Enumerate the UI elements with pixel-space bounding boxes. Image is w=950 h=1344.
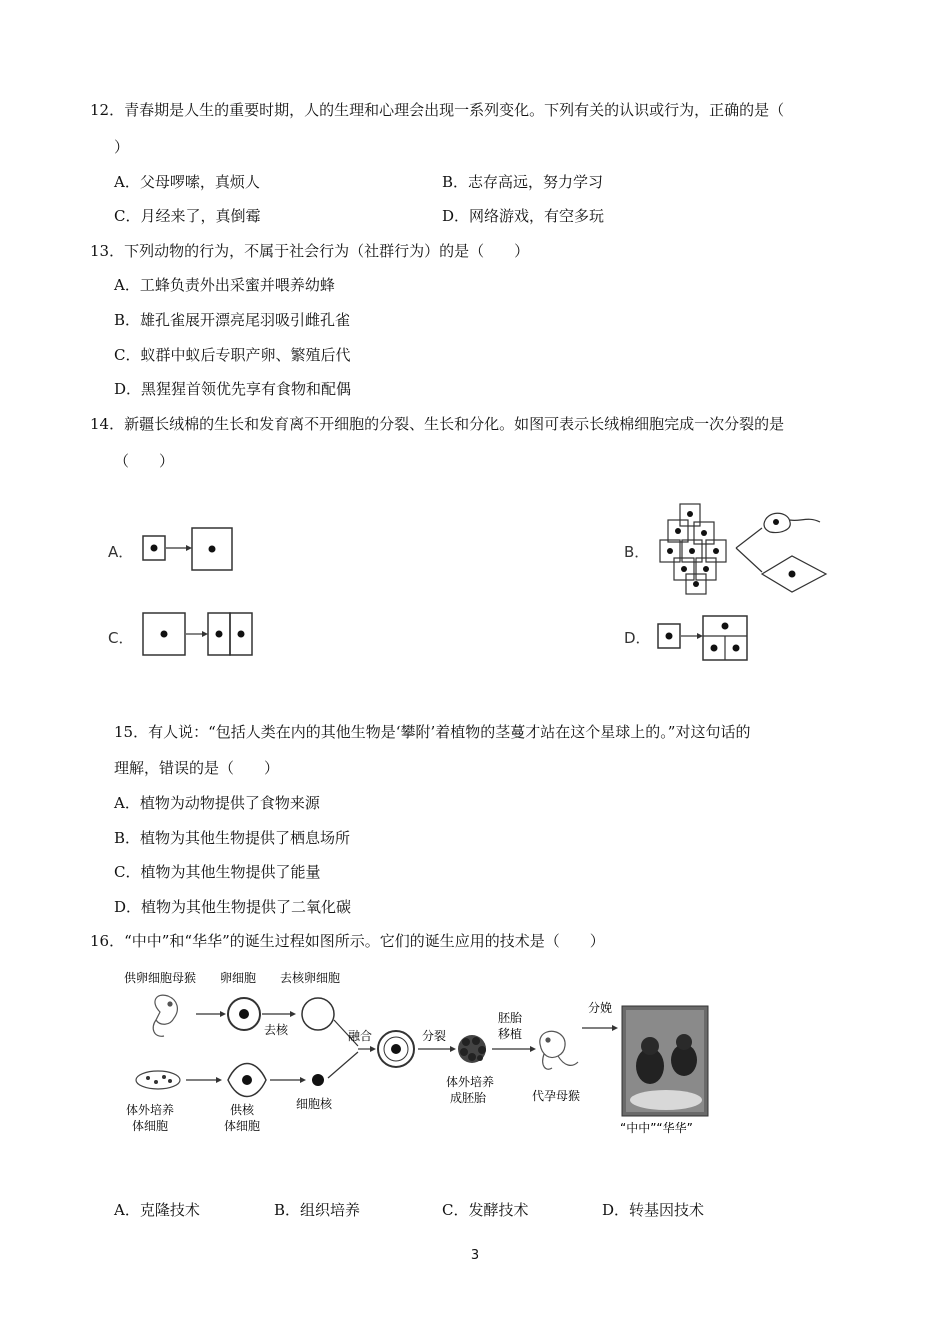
surrogate-monkey-icon — [540, 1031, 578, 1069]
q16-label-fusion: 融合 — [348, 1029, 373, 1043]
q13-option-a: A．工蜂负责外出采蜜并喂养幼蜂 — [114, 276, 335, 294]
q12-option-a: A．父母啰嗦，真烦人 — [114, 173, 260, 191]
q16-label-embryo-2: 成胚胎 — [450, 1091, 487, 1105]
q14-figure-label-b: B． — [624, 543, 650, 561]
q16-label-surrogate: 代孕母猴 — [532, 1089, 581, 1103]
q16-label-embryo-1: 体外培养 — [446, 1075, 495, 1089]
q16-label-divide: 分裂 — [422, 1029, 447, 1043]
q16-option-a: A．克隆技术 — [114, 1201, 200, 1219]
q16-label-donor-1: 供核 — [230, 1103, 255, 1117]
q14-figure-d — [655, 612, 755, 662]
q13-option-c: C．蚁群中蚁后专职产卵、繁殖后代 — [114, 346, 351, 364]
q12-option-b: B．志存高远，努力学习 — [442, 173, 604, 191]
q16-label-transfer-2: 移植 — [498, 1027, 523, 1041]
q12-stem: 12．青春期是人生的重要时期，人的生理和心理会出现一系列变化。下列有关的认识或行为，正确的是（ — [90, 101, 785, 119]
q14-figure-b — [650, 500, 835, 600]
q16-option-c: C．发酵技术 — [442, 1201, 529, 1219]
q14-figure-c — [140, 610, 260, 660]
q14-stem: 14．新疆长绒棉的生长和发育离不开细胞的分裂、生长和分化。如图可表示长绒棉细胞完成一次分裂的是 — [90, 415, 785, 433]
q12-option-c: C．月经来了，真倒霉 — [114, 207, 261, 225]
q13-option-b: B．雄孔雀展开漂亮尾羽吸引雌孔雀 — [114, 311, 351, 329]
q14-figure-a — [140, 525, 240, 575]
q16-label-nucleus: 细胞核 — [296, 1097, 333, 1111]
q15-option-b: B．植物为其他生物提供了栖息场所 — [114, 829, 351, 847]
q14-stem-end: （ ） — [114, 452, 175, 470]
q16-label-transfer-1: 胚胎 — [498, 1011, 523, 1025]
q16-label-names: “中中”“华华” — [620, 1121, 693, 1135]
q15-stem-end: 理解，错误的是（ ） — [114, 759, 280, 777]
q16-cloning-diagram — [120, 962, 740, 1152]
q12-stem-end: ） — [114, 138, 130, 156]
q16-option-d: D．转基因技术 — [602, 1201, 705, 1219]
page-number: 3 — [470, 1248, 480, 1263]
q13-option-d: D．黑猩猩首领优先享有食物和配偶 — [114, 380, 352, 398]
q14-figure-label-d: D． — [624, 629, 651, 647]
q15-option-d: D．植物为其他生物提供了二氧化碳 — [114, 898, 352, 916]
q14-figure-label-c: C． — [108, 629, 134, 647]
q16-label-culture-1: 体外培养 — [126, 1103, 175, 1117]
q16-label-enucleate: 去核 — [264, 1023, 289, 1037]
q15-option-a: A．植物为动物提供了食物来源 — [114, 794, 320, 812]
q16-label-culture-2: 体细胞 — [132, 1119, 169, 1133]
q16-stem: 16．“中中”和“华华”的诞生过程如图所示。它们的诞生应用的技术是（ ） — [90, 932, 605, 950]
q12-option-d: D．网络游戏，有空多玩 — [442, 207, 605, 225]
q16-label-birth: 分娩 — [588, 1001, 613, 1015]
embryo-icon — [458, 1035, 486, 1063]
q15-stem: 15．有人说：“包括人类在内的其他生物是‘攀附’着植物的茎蔓才站在这个星球上的。”对这句话的 — [114, 723, 751, 741]
q16-label-egg-cell: 卵细胞 — [220, 971, 257, 985]
donor-monkey-icon — [153, 995, 177, 1036]
q15-option-c: C．植物为其他生物提供了能量 — [114, 863, 321, 881]
q14-figure-label-a: A． — [108, 543, 134, 561]
q13-stem: 13．下列动物的行为，不属于社会行为（社群行为）的是（ ） — [90, 242, 530, 260]
q16-label-donor-2: 体细胞 — [224, 1119, 261, 1133]
q16-option-b: B．组织培养 — [274, 1201, 361, 1219]
q16-label-enucleated-egg: 去核卵细胞 — [280, 971, 341, 985]
q16-label-donor-egg: 供卵细胞母猴 — [124, 971, 197, 985]
